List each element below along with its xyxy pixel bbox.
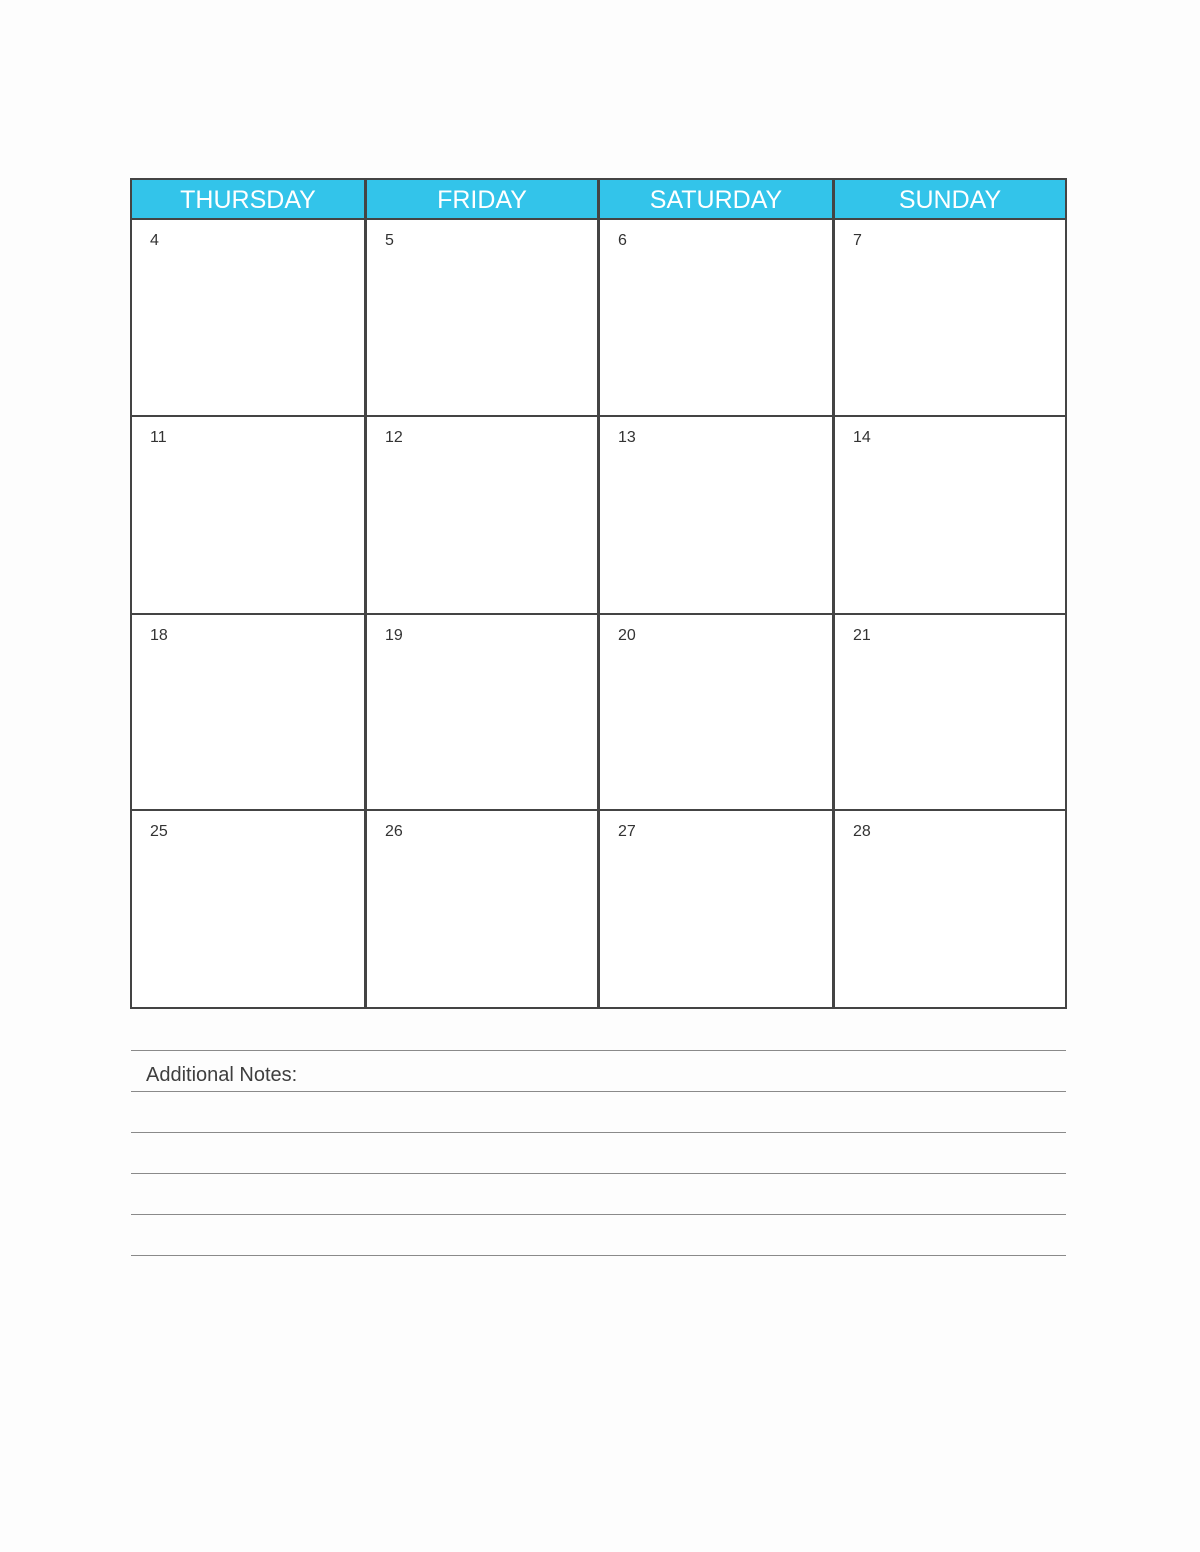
day-cell[interactable]	[835, 615, 1065, 811]
day-number: 18	[150, 627, 168, 644]
day-number: 13	[618, 429, 636, 446]
day-number: 6	[618, 232, 627, 249]
day-number: 20	[618, 627, 636, 644]
day-number: 25	[150, 823, 168, 840]
day-cell[interactable]	[600, 417, 835, 615]
additional-notes-section	[131, 1050, 1066, 1256]
day-number: 21	[853, 627, 871, 644]
day-cell[interactable]	[132, 220, 367, 417]
day-cell[interactable]	[367, 615, 600, 811]
notes-line[interactable]	[131, 1173, 1066, 1214]
day-cell[interactable]	[835, 220, 1065, 417]
notes-line[interactable]	[131, 1132, 1066, 1173]
day-cell[interactable]	[835, 811, 1065, 1007]
day-number: 14	[853, 429, 871, 446]
notes-label: Additional Notes:	[146, 1064, 298, 1086]
day-number: 4	[150, 232, 159, 249]
day-header-thursday: THURSDAY	[132, 180, 367, 220]
day-cell[interactable]	[367, 220, 600, 417]
calendar-grid	[130, 178, 1067, 1009]
day-cell[interactable]	[132, 615, 367, 811]
day-cell[interactable]	[600, 220, 835, 417]
day-number: 27	[618, 823, 636, 840]
day-header-sunday: SUNDAY	[835, 180, 1065, 220]
day-cell[interactable]	[835, 417, 1065, 615]
day-number: 7	[853, 232, 862, 249]
notes-line[interactable]	[131, 1050, 1066, 1091]
day-header-friday: FRIDAY	[367, 180, 600, 220]
day-number: 12	[385, 429, 403, 446]
day-cell[interactable]	[600, 615, 835, 811]
notes-line[interactable]	[131, 1214, 1066, 1255]
day-number: 11	[150, 429, 167, 446]
day-cell[interactable]	[367, 417, 600, 615]
day-header-saturday: SATURDAY	[600, 180, 835, 220]
day-number: 28	[853, 823, 871, 840]
day-number: 19	[385, 627, 403, 644]
day-cell[interactable]	[132, 811, 367, 1007]
notes-line[interactable]	[131, 1091, 1066, 1132]
day-number: 26	[385, 823, 403, 840]
day-cell[interactable]	[132, 417, 367, 615]
notes-line	[131, 1255, 1066, 1256]
day-number: 5	[385, 232, 394, 249]
day-cell[interactable]	[600, 811, 835, 1007]
day-cell[interactable]	[367, 811, 600, 1007]
